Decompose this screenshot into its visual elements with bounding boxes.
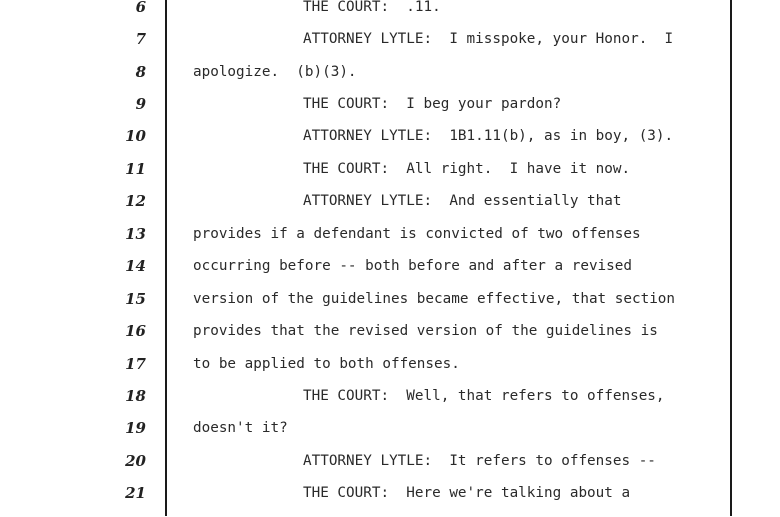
line-number: 18: [125, 387, 146, 405]
line-text: doesn't it?: [193, 420, 288, 436]
line-number: 19: [125, 419, 146, 437]
line-number: 14: [125, 257, 146, 275]
line-text: occurring before -- both before and after a revised: [193, 258, 632, 274]
line-text: THE COURT: I beg your pardon?: [303, 96, 562, 112]
line-number: 21: [125, 484, 146, 502]
line-number: 6: [135, 0, 146, 16]
line-text: provides if a defendant is convicted of two offenses: [193, 226, 641, 242]
line-number: 10: [125, 127, 146, 145]
transcript-line: [0, 323, 780, 355]
transcript-line: [0, 96, 780, 128]
transcript-line: [0, 0, 780, 31]
transcript-line: [0, 485, 780, 517]
transcript-line: [0, 31, 780, 63]
line-text: apologize. (b)(3).: [193, 64, 357, 80]
line-text: THE COURT: All right. I have it now.: [303, 161, 631, 177]
line-number: 20: [125, 452, 146, 470]
transcript-line: [0, 64, 780, 96]
line-number: 9: [135, 95, 146, 113]
line-number: 15: [125, 290, 146, 308]
transcript-line: [0, 388, 780, 420]
transcript-line: [0, 193, 780, 225]
line-number: 13: [125, 225, 146, 243]
transcript-line: [0, 161, 780, 193]
line-text: THE COURT: .11.: [303, 0, 441, 15]
line-text: provides that the revised version of the guidelines is: [193, 323, 658, 339]
transcript-line: [0, 453, 780, 485]
transcript-line: [0, 356, 780, 388]
line-text: THE COURT: Well, that refers to offenses,: [303, 388, 665, 404]
line-number: 8: [135, 63, 146, 81]
transcript-line: [0, 420, 780, 452]
line-number: 11: [125, 160, 146, 178]
line-text: ATTORNEY LYTLE: And essentially that: [303, 193, 622, 209]
line-number: 7: [135, 30, 146, 48]
line-text: ATTORNEY LYTLE: 1B1.11(b), as in boy, (3).: [303, 128, 674, 144]
line-number: 17: [125, 355, 146, 373]
line-text: to be applied to both offenses.: [193, 356, 460, 372]
transcript-line: [0, 128, 780, 160]
line-number: 16: [125, 322, 146, 340]
line-text: THE COURT: Here we're talking about a: [303, 485, 631, 501]
transcript-line: [0, 226, 780, 258]
line-text: ATTORNEY LYTLE: It refers to offenses --: [303, 453, 656, 469]
line-text: ATTORNEY LYTLE: I misspoke, your Honor. I: [303, 31, 674, 47]
transcript-line: [0, 258, 780, 290]
line-text: version of the guidelines became effective, that section: [193, 291, 676, 307]
line-number: 12: [125, 192, 146, 210]
transcript-line: [0, 291, 780, 323]
